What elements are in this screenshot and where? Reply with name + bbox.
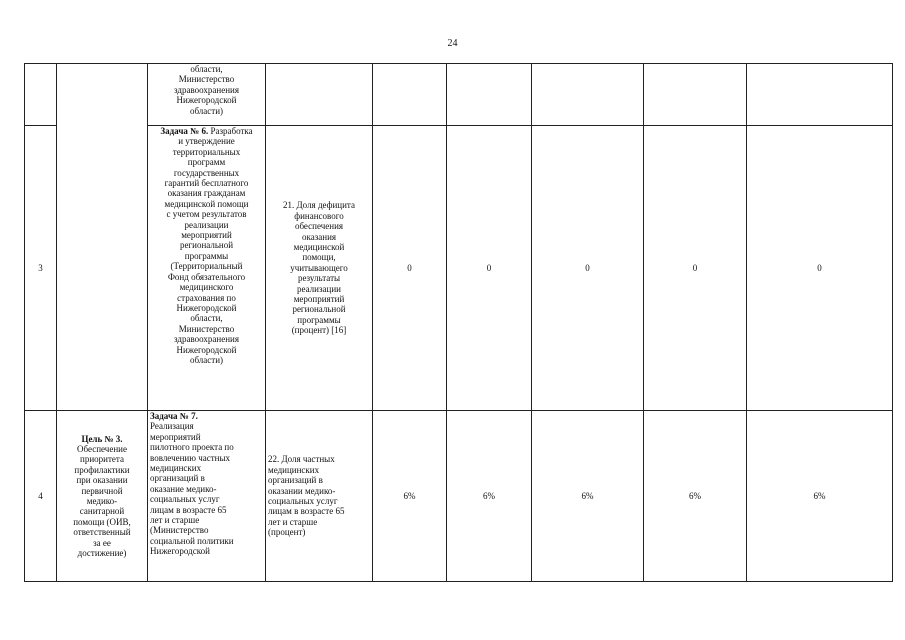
task-cell: Задача № 6. Разработка и утверждение территориальных программ государственных гарантий бесплатного оказания гражданам медицинской помощи с учетом результатов реализации мероприятий региональной программы (Территориальный Фонд обязательного медицинского страхования по Нижегородской области, Министерство здравоохранения Нижегородской области): [148, 126, 266, 411]
indicator-cell: 21. Доля дефицита финансового обеспечения оказания медицинской помощи, учитывающего результаты реализации мероприятий региональной программы (процент) [16]: [266, 126, 373, 411]
goal-cell: [57, 64, 148, 411]
value-cell: [747, 64, 893, 126]
value-cell: 6%: [644, 411, 747, 582]
task-cell: Задача № 7. Реализация мероприятий пилотного проекта по вовлечению частных медицинских организаций в оказание медико- социальных услуг лицам в возрасте 65 лет и старше (Министерство социальной политики Нижегородской: [148, 411, 266, 582]
value-cell: [447, 64, 532, 126]
value-cell: [373, 64, 447, 126]
value-cell: 0: [644, 126, 747, 411]
table-row: [25, 411, 893, 582]
indicators-table: [24, 63, 893, 582]
value-cell: 6%: [447, 411, 532, 582]
row-number-cell: [25, 64, 57, 126]
table-row: [25, 64, 893, 126]
value-cell: [532, 64, 644, 126]
value-cell: 0: [373, 126, 447, 411]
value-cell: [644, 64, 747, 126]
value-cell: 6%: [373, 411, 447, 582]
task-cell: области, Министерство здравоохранения Нижегородской области): [148, 64, 266, 126]
value-cell: 0: [747, 126, 893, 411]
row-number-cell: 3: [25, 126, 57, 411]
page-number: 24: [447, 38, 458, 49]
value-cell: 0: [447, 126, 532, 411]
row-number-cell: 4: [25, 411, 57, 582]
indicator-cell: [266, 64, 373, 126]
goal-cell: Цель № 3. Обеспечение приоритета профилактики при оказании первичной медико- санитарной помощи (ОИВ, ответственный за ее достижение): [57, 411, 148, 582]
value-cell: 6%: [532, 411, 644, 582]
value-cell: 0: [532, 126, 644, 411]
value-cell: 6%: [747, 411, 893, 582]
table-row: [25, 126, 893, 411]
indicator-cell: 22. Доля частных медицинских организаций в оказании медико- социальных услуг лицам в возрасте 65 лет и старше (процент): [266, 411, 373, 582]
